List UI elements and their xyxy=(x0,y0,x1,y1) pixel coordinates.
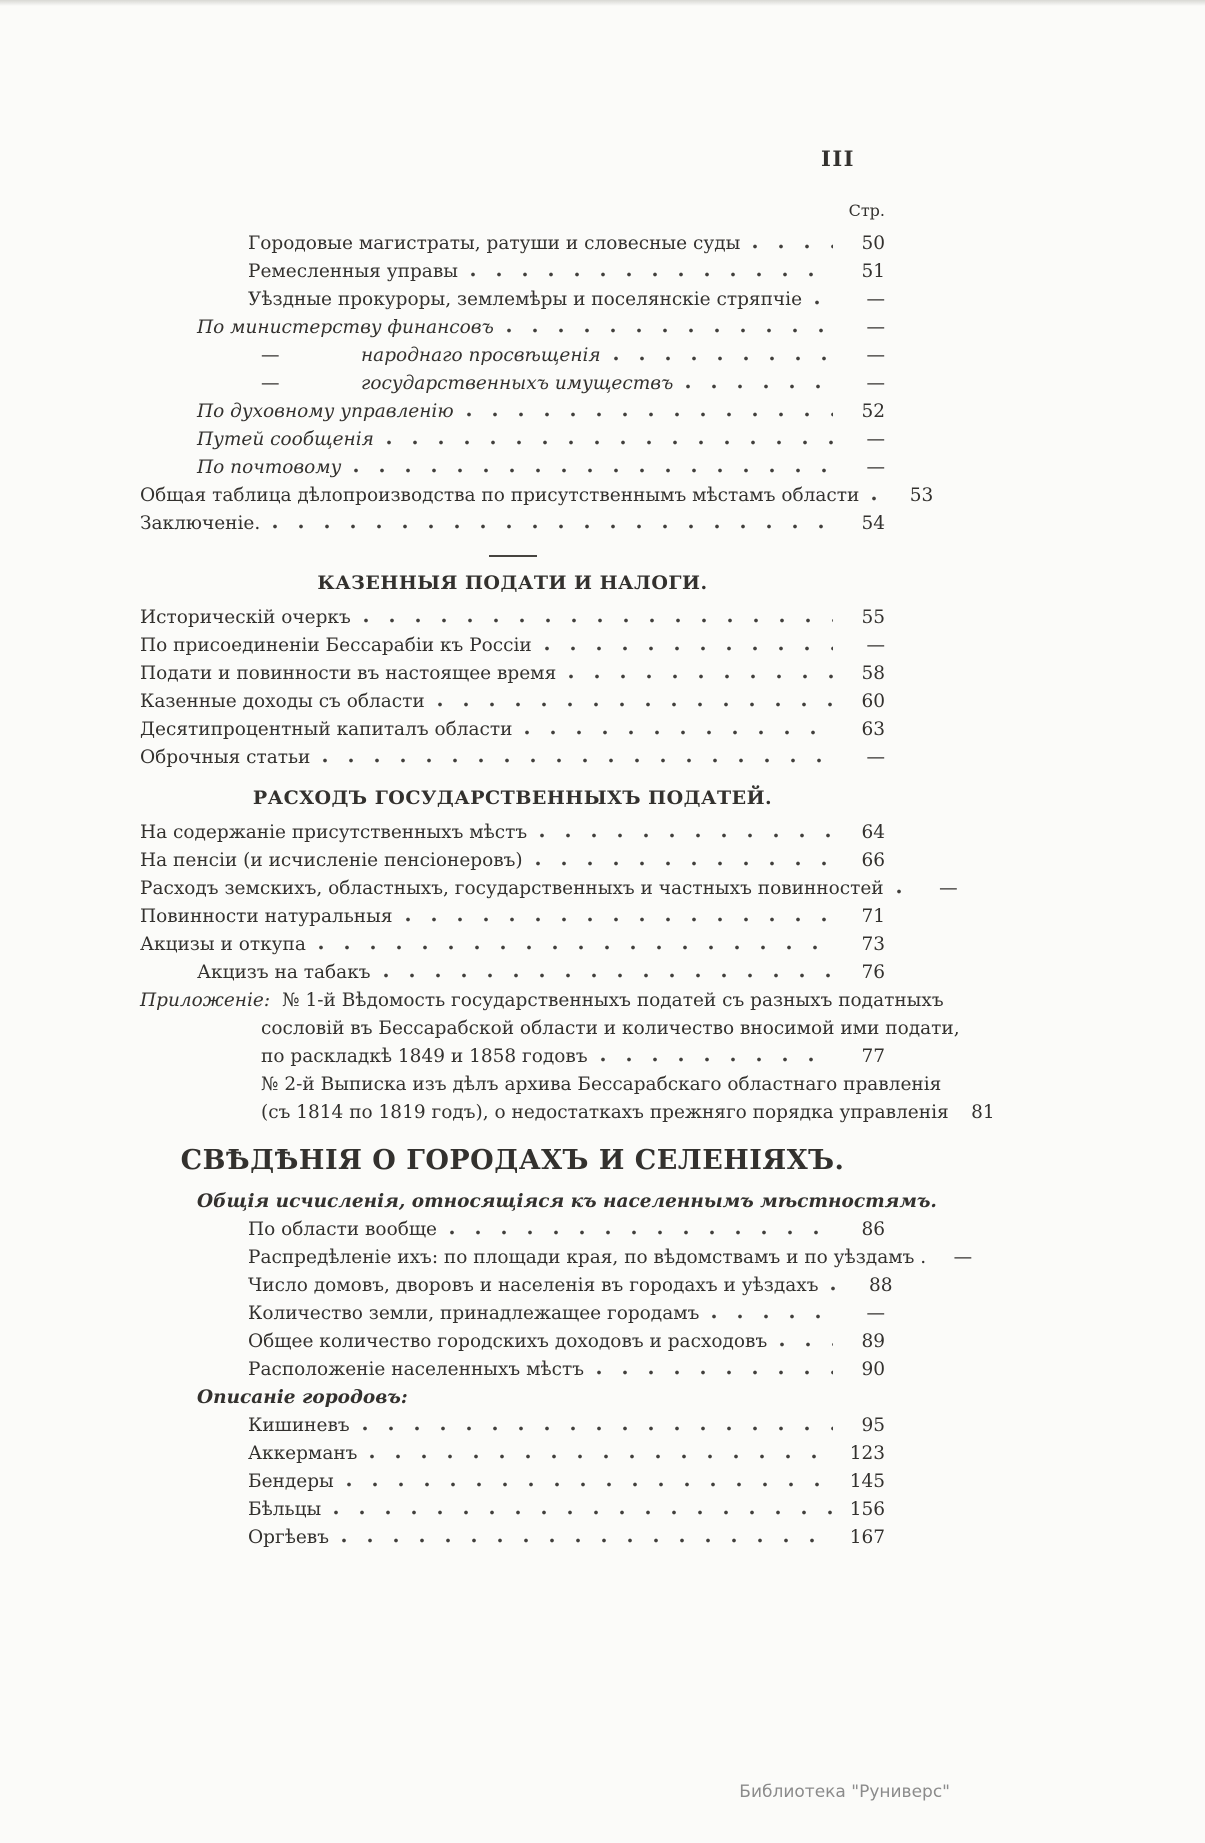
entry-label: Описаніе городовъ: xyxy=(197,1387,408,1408)
entry-label: Городовые магистраты, ратуши и словесные суды xyxy=(248,233,741,254)
section-divider xyxy=(489,555,537,557)
toc-row xyxy=(140,688,885,716)
dot-leader xyxy=(779,1342,833,1347)
entry-label: Расходъ земскихъ, областныхъ, государственныхъ и частныхъ повинностей xyxy=(140,878,884,899)
dot-leader xyxy=(466,412,833,417)
page-ref: 81 xyxy=(971,1102,995,1123)
entry-label: Путей сообщенія xyxy=(197,429,374,450)
section-heading: КАЗЕННЫЯ ПОДАТИ И НАЛОГИ. xyxy=(317,572,708,594)
dot-leader xyxy=(470,272,833,277)
entry-label: Количество земли, принадлежащее городамъ xyxy=(248,1303,700,1324)
dot-leader xyxy=(437,702,833,707)
toc-row xyxy=(140,987,944,1015)
page-ref: 54 xyxy=(861,513,885,534)
dot-leader xyxy=(363,618,833,623)
entry-label: народнаго просвѣщенія xyxy=(361,345,601,366)
page-ref: 156 xyxy=(849,1499,885,1520)
page-ref: 52 xyxy=(861,401,885,422)
toc-row xyxy=(140,230,885,258)
dot-leader xyxy=(539,833,833,838)
dot-leader xyxy=(896,889,906,894)
toc-row xyxy=(140,370,885,398)
page-ref: 63 xyxy=(861,719,885,740)
toc-row xyxy=(140,1272,893,1300)
toc-row xyxy=(140,482,934,510)
entry-label: Расположеніе населенныхъ мѣстъ xyxy=(248,1359,584,1380)
page-ref: 55 xyxy=(861,607,885,628)
entry-label: Подати и повинности въ настоящее время xyxy=(140,663,557,684)
toc-row xyxy=(140,314,885,342)
dot-leader xyxy=(752,244,833,249)
page-ref: 89 xyxy=(861,1331,885,1352)
entry-label: государственныхъ имуществъ xyxy=(361,373,674,394)
dot-leader xyxy=(600,1057,833,1062)
toc-row xyxy=(140,1496,885,1524)
section-heading: РАСХОДЪ ГОСУДАРСТВЕННЫХЪ ПОДАТЕЙ. xyxy=(252,787,773,809)
toc-row xyxy=(140,1300,885,1328)
toc-row xyxy=(140,1071,942,1099)
entry-label: Заключеніе. xyxy=(140,513,261,534)
toc-row xyxy=(140,716,885,744)
dot-leader xyxy=(353,468,833,473)
page-ref: — xyxy=(953,1247,973,1268)
page-ref: 66 xyxy=(861,850,885,871)
toc-row xyxy=(140,510,885,538)
toc-row xyxy=(140,398,885,426)
page-ref: — xyxy=(866,747,885,768)
entry-label: Оброчныя статьи xyxy=(140,747,311,768)
page-number: III xyxy=(821,146,855,171)
toc-row xyxy=(140,258,885,286)
toc-row xyxy=(140,847,885,875)
page-ref: 71 xyxy=(861,906,885,927)
entry-label: по раскладкѣ 1849 и 1858 годовъ xyxy=(261,1046,588,1067)
dot-leader xyxy=(613,356,833,361)
toc-row xyxy=(140,875,958,903)
entry-label: Акцизы и откупа xyxy=(140,934,306,955)
page-ref: 50 xyxy=(861,233,885,254)
page-ref: 73 xyxy=(861,934,885,955)
dot-leader xyxy=(383,973,833,978)
toc-row xyxy=(140,342,885,370)
page-ref: 167 xyxy=(849,1527,885,1548)
entry-label: Казенные доходы съ области xyxy=(140,691,425,712)
entry-label: Уѣздные прокуроры, землемѣры и поселянскіе стряпчіе xyxy=(248,289,803,310)
page-ref: — xyxy=(866,317,885,338)
dot-leader xyxy=(386,440,833,445)
page-ref: — xyxy=(866,345,885,366)
entry-label: По почтовому xyxy=(197,457,342,478)
entry-lead: Приложеніе: xyxy=(140,990,271,1011)
dot-leader xyxy=(405,917,833,922)
section-heading: СВѢДѢНІЯ О ГОРОДАХЪ И СЕЛЕНІЯХЪ. xyxy=(180,1145,845,1176)
entry-label: По присоединеніи Бессарабіи къ Россіи xyxy=(140,635,532,656)
entry-label: Аккерманъ xyxy=(248,1443,358,1464)
page-ref: — xyxy=(866,289,885,310)
toc-row xyxy=(140,931,885,959)
toc-row xyxy=(140,286,885,314)
entry-label: Общія исчисленія, относящіяся къ населеннымъ мѣстностямъ. xyxy=(197,1191,937,1212)
page-ref: — xyxy=(866,635,885,656)
toc-row xyxy=(140,1468,885,1496)
entry-label: № 2-й Выписка изъ дѣлъ архива Бессарабскаго областнаго правленія xyxy=(261,1074,942,1095)
page-ref: 53 xyxy=(909,485,934,506)
toc-row xyxy=(140,426,885,454)
dot-leader xyxy=(272,524,833,529)
entry-label: Ремесленныя управы xyxy=(248,261,458,282)
dot-leader xyxy=(596,1370,833,1375)
dot-leader xyxy=(449,1230,833,1235)
entry-label: Бендеры xyxy=(248,1471,334,1492)
toc-row xyxy=(140,1099,995,1127)
entry-label: Общая таблица дѣлопроизводства по присутственнымъ мѣстамъ области xyxy=(140,485,860,506)
dot-leader xyxy=(362,1426,833,1431)
toc-row xyxy=(140,903,885,931)
toc-row xyxy=(140,604,885,632)
entry-label: Десятипроцентный капиталъ области xyxy=(140,719,513,740)
page-ref: 145 xyxy=(849,1471,885,1492)
page-ref: 95 xyxy=(861,1415,885,1436)
toc-row xyxy=(140,454,885,482)
page-ref: 76 xyxy=(861,962,885,983)
entry-label: На содержаніе присутственныхъ мѣстъ xyxy=(140,822,528,843)
watermark: Библиотека "Руниверс" xyxy=(739,1782,950,1802)
page-ref: — xyxy=(866,373,885,394)
toc-row xyxy=(140,1412,885,1440)
page-ref: 58 xyxy=(861,663,885,684)
dot-leader xyxy=(369,1454,833,1459)
page-ref: — xyxy=(939,878,958,899)
entry-label: Повинности натуральныя xyxy=(140,906,393,927)
entry-label: (съ 1814 по 1819 годъ), о недостаткахъ прежняго порядка управленія xyxy=(261,1102,949,1123)
page-column-header: Стр. xyxy=(848,201,885,220)
dot-leader xyxy=(814,300,833,305)
entry-label: Оргѣевъ xyxy=(248,1527,329,1548)
dot-leader xyxy=(322,758,833,763)
entry-label: Кишиневъ xyxy=(248,1415,350,1436)
entry-label: Распредѣленіе ихъ: по площади края, по вѣдомствамъ и по уѣздамъ . xyxy=(248,1247,927,1268)
dot-leader xyxy=(830,1286,840,1291)
dot-leader xyxy=(711,1314,833,1319)
page-ref: 86 xyxy=(861,1219,885,1240)
dash-prefix: — xyxy=(261,373,280,394)
entry-label: Бѣльцы xyxy=(248,1499,322,1520)
dash-prefix: — xyxy=(261,345,280,366)
toc-row xyxy=(140,744,885,772)
page-ref: 77 xyxy=(861,1046,885,1067)
entry-label: сословій въ Бессарабской области и количество вносимой ими подати, xyxy=(261,1018,960,1039)
entry-label: Общее количество городскихъ доходовъ и расходовъ xyxy=(248,1331,768,1352)
dot-leader xyxy=(568,674,833,679)
entry-label: По духовному управленію xyxy=(197,401,454,422)
toc-row xyxy=(140,1216,885,1244)
page-ref: 60 xyxy=(861,691,885,712)
page-ref: 90 xyxy=(861,1359,885,1380)
toc-row xyxy=(140,632,885,660)
dot-leader xyxy=(318,945,833,950)
dot-leader xyxy=(333,1510,833,1515)
toc-row xyxy=(140,1043,885,1071)
dot-leader xyxy=(871,496,881,501)
toc-row xyxy=(140,1384,885,1412)
toc-row xyxy=(140,660,885,688)
entry-label: На пенсіи (и исчисленіе пенсіонеровъ) xyxy=(140,850,523,871)
page-ref: 123 xyxy=(849,1443,885,1464)
toc-row xyxy=(140,959,885,987)
page-ref: — xyxy=(866,457,885,478)
entry-label: По области вообще xyxy=(248,1219,437,1240)
table-of-contents xyxy=(140,230,995,1552)
entry-label: Акцизъ на табакъ xyxy=(197,962,371,983)
dot-leader xyxy=(506,328,833,333)
dot-leader xyxy=(341,1538,833,1543)
page-ref: 64 xyxy=(861,822,885,843)
entry-label: По министерству финансовъ xyxy=(197,317,494,338)
toc-row xyxy=(140,1015,960,1043)
dot-leader xyxy=(524,730,833,735)
page-ref: — xyxy=(866,1303,885,1324)
dot-leader xyxy=(346,1482,833,1487)
entry-label: Историческій очеркъ xyxy=(140,607,351,628)
toc-row xyxy=(140,1188,937,1216)
page-ref: — xyxy=(866,429,885,450)
toc-row xyxy=(140,1328,885,1356)
toc-row xyxy=(140,819,885,847)
toc-row xyxy=(140,1440,885,1468)
dot-leader xyxy=(685,384,833,389)
dot-leader xyxy=(535,861,833,866)
toc-row xyxy=(140,1356,885,1384)
dot-leader xyxy=(544,646,833,651)
page-ref: 88 xyxy=(868,1275,893,1296)
toc-row xyxy=(140,1524,885,1552)
toc-row xyxy=(140,1244,973,1272)
entry-label: № 1-й Вѣдомость государственныхъ податей съ разныхъ податныхъ xyxy=(282,990,944,1011)
page-ref: 51 xyxy=(861,261,885,282)
entry-label: Число домовъ, дворовъ и населенія въ городахъ и уѣздахъ xyxy=(248,1275,819,1296)
